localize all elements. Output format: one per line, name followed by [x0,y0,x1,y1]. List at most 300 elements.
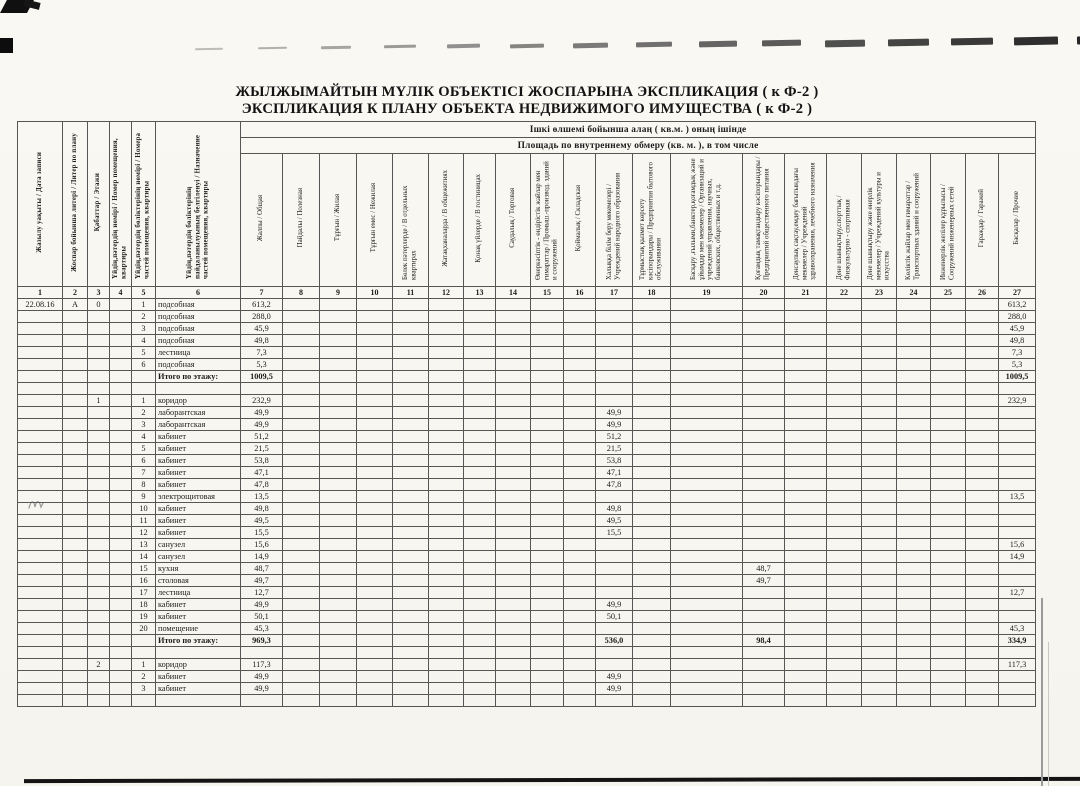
table-cell [283,299,320,311]
table-cell [110,563,132,575]
table-cell [531,551,564,563]
column-header-cell [241,154,283,287]
table-cell [633,371,671,383]
table-cell [88,647,110,659]
table-cell [966,455,999,467]
table-cell [357,683,393,695]
table-cell [564,683,596,695]
table-cell [429,491,464,503]
table-cell: 0 [88,299,110,311]
table-cell [564,527,596,539]
table-cell [966,695,999,707]
table-cell: кабинет [156,443,241,455]
total-row [18,371,1036,383]
table-cell [743,407,785,419]
table-cell [320,395,357,407]
table-cell [743,467,785,479]
column-header-cell [156,122,241,287]
table-cell [283,431,320,443]
table-cell [283,407,320,419]
table-cell [241,695,283,707]
table-cell [63,623,88,635]
table-cell [429,659,464,671]
table-cell [357,491,393,503]
table-cell [743,359,785,371]
table-cell: 45,9 [999,323,1036,335]
table-cell [897,419,931,431]
table-cell [531,575,564,587]
table-cell [633,455,671,467]
document-title [0,84,1054,117]
table-cell [931,359,966,371]
table-cell [966,419,999,431]
table-cell [633,575,671,587]
table-cell: 49,8 [241,335,283,347]
table-cell: 11 [132,515,156,527]
table-cell [393,467,429,479]
table-cell [283,347,320,359]
table-cell [357,671,393,683]
table-cell: 1 [132,659,156,671]
table-cell [999,575,1036,587]
table-cell [429,299,464,311]
table-cell [88,599,110,611]
table-cell [743,371,785,383]
table-cell [110,323,132,335]
table-row [18,407,1036,419]
table-cell [897,299,931,311]
table-cell [966,443,999,455]
table-cell [393,359,429,371]
table-cell [393,551,429,563]
table-cell [897,395,931,407]
table-cell [18,611,63,623]
table-cell [671,563,743,575]
table-cell [110,695,132,707]
table-cell [633,599,671,611]
table-cell [897,695,931,707]
table-cell: 48,7 [743,563,785,575]
table-cell [393,539,429,551]
table-cell [110,647,132,659]
table-cell [429,395,464,407]
table-cell [464,431,496,443]
table-cell [931,467,966,479]
table-cell [496,347,531,359]
table-cell [63,395,88,407]
table-cell [966,359,999,371]
table-cell [496,299,531,311]
scan-artifact-dash [636,42,672,48]
table-row [18,443,1036,455]
table-cell [785,539,827,551]
table-cell [862,467,897,479]
table-cell [63,683,88,695]
table-cell [966,503,999,515]
table-cell [966,491,999,503]
table-cell [429,311,464,323]
table-cell: 10 [132,503,156,515]
table-cell [320,335,357,347]
table-cell [393,575,429,587]
table-row [18,695,1036,707]
table-cell [827,587,862,599]
table-cell [671,359,743,371]
table-cell [931,515,966,527]
table-cell [785,383,827,395]
column-number-cell: 18 [633,287,671,299]
table-cell [671,479,743,491]
table-cell: 232,9 [999,395,1036,407]
table-cell [671,491,743,503]
table-cell [827,407,862,419]
table-cell [564,599,596,611]
table-cell [357,347,393,359]
column-number-cell: 6 [156,287,241,299]
table-cell [531,539,564,551]
table-cell [999,467,1036,479]
table-cell [897,371,931,383]
table-cell [63,335,88,347]
table-cell [827,503,862,515]
column-number-cell: 20 [743,287,785,299]
table-cell [564,479,596,491]
table-cell [743,695,785,707]
table-cell [531,299,564,311]
table-cell [596,323,633,335]
table-cell [897,599,931,611]
table-cell [931,299,966,311]
table-cell [966,623,999,635]
table-cell [464,587,496,599]
table-cell [464,527,496,539]
table-cell [743,491,785,503]
table-cell [785,455,827,467]
column-header-cell [320,154,357,287]
table-cell [393,347,429,359]
table-cell [63,503,88,515]
table-cell [320,659,357,671]
table-cell: 536,0 [596,635,633,647]
table-cell [429,599,464,611]
table-cell [63,455,88,467]
table-cell: 18 [132,599,156,611]
column-number-cell: 1 [18,287,63,299]
table-cell [464,347,496,359]
table-cell [999,527,1036,539]
table-cell: 232,9 [241,395,283,407]
table-cell [496,551,531,563]
table-cell [283,395,320,407]
table-row [18,551,1036,563]
column-header-cell [897,154,931,287]
table-cell [671,467,743,479]
table-cell: кабинет [156,455,241,467]
table-cell [429,623,464,635]
table-cell [671,431,743,443]
table-cell: 49,9 [241,683,283,695]
table-cell [531,407,564,419]
column-number-cell: 13 [464,287,496,299]
column-number-cell: 3 [88,287,110,299]
table-cell [633,431,671,443]
table-cell [110,467,132,479]
table-cell [393,311,429,323]
table-cell: 4 [132,431,156,443]
table-cell: 2 [132,407,156,419]
table-cell [18,503,63,515]
column-number-cell: 21 [785,287,827,299]
table-cell [393,671,429,683]
column-number-cell: 26 [966,287,999,299]
table-cell [283,695,320,707]
table-cell [283,359,320,371]
table-cell [110,443,132,455]
table-cell [931,431,966,443]
table-cell [320,407,357,419]
table-cell [531,563,564,575]
table-cell [464,683,496,695]
table-cell [633,383,671,395]
table-cell [897,563,931,575]
table-cell [429,371,464,383]
table-cell [785,479,827,491]
table-cell: 5 [132,347,156,359]
table-cell [931,383,966,395]
table-row [18,515,1036,527]
table-cell [393,407,429,419]
table-cell [999,419,1036,431]
column-header-cell [931,154,966,287]
table-cell [393,419,429,431]
table-cell [393,683,429,695]
table-cell [564,395,596,407]
table-cell [862,419,897,431]
table-cell [827,551,862,563]
table-cell [633,527,671,539]
table-cell: подсобная [156,335,241,347]
table-cell [596,539,633,551]
table-cell [531,383,564,395]
table-cell: 21,5 [596,443,633,455]
column-header-cell [357,154,393,287]
table-cell [531,611,564,623]
table-cell [18,683,63,695]
table-cell [393,491,429,503]
table-cell: А [63,299,88,311]
table-cell [999,695,1036,707]
column-header-cell [743,154,785,287]
column-header-cell [464,154,496,287]
table-cell [827,659,862,671]
table-cell [931,323,966,335]
table-cell: помещение [156,623,241,635]
table-cell [320,527,357,539]
table-cell [564,551,596,563]
table-cell [671,539,743,551]
table-cell [862,431,897,443]
table-cell [596,587,633,599]
table-cell [931,587,966,599]
table-cell [320,587,357,599]
table-cell [88,683,110,695]
table-cell [88,539,110,551]
table-row [18,311,1036,323]
table-cell [429,419,464,431]
table-cell [320,383,357,395]
table-cell [596,623,633,635]
scan-artifact-dash [951,37,994,45]
table-cell [671,551,743,563]
column-number-cell: 11 [393,287,429,299]
table-cell [110,419,132,431]
table-cell [283,611,320,623]
table-cell: 613,2 [241,299,283,311]
column-number-cell: 22 [827,287,862,299]
table-cell: 15 [132,563,156,575]
table-cell [596,395,633,407]
table-cell [785,503,827,515]
table-cell [429,515,464,527]
table-cell [897,347,931,359]
table-cell [999,443,1036,455]
table-cell [862,443,897,455]
table-cell [110,611,132,623]
table-cell [785,467,827,479]
table-cell [671,347,743,359]
table-cell [63,407,88,419]
table-cell [564,335,596,347]
table-cell [671,503,743,515]
column-header-label: Жалпы / Общая [257,194,265,242]
table-cell [393,335,429,347]
table-cell [633,635,671,647]
table-cell [827,335,862,347]
table-cell [827,311,862,323]
table-cell [966,467,999,479]
table-cell [357,599,393,611]
table-cell [897,527,931,539]
table-cell [18,467,63,479]
table-cell [671,455,743,467]
table-row [18,611,1036,623]
column-header-label: Басқалар / Прочие [1012,191,1020,245]
table-cell: санузел [156,539,241,551]
table-cell [931,539,966,551]
table-cell [110,659,132,671]
table-row [18,587,1036,599]
table-row [18,599,1036,611]
table-cell [999,479,1036,491]
table-cell [743,587,785,599]
table-cell [564,539,596,551]
table-cell [393,479,429,491]
table-cell [63,467,88,479]
table-cell [564,431,596,443]
table-cell [110,371,132,383]
table-cell [596,551,633,563]
table-cell [743,611,785,623]
table-cell [966,515,999,527]
table-cell [671,299,743,311]
table-cell [18,347,63,359]
table-cell [283,491,320,503]
table-cell: 51,2 [596,431,633,443]
total-row [18,635,1036,647]
table-cell [862,347,897,359]
table-cell [357,335,393,347]
table-cell [897,443,931,455]
table-cell [496,671,531,683]
table-cell [429,563,464,575]
table-cell [63,359,88,371]
table-cell [862,587,897,599]
table-cell [88,551,110,563]
table-cell [827,527,862,539]
table-cell [63,551,88,563]
column-number-cell: 8 [283,287,320,299]
table-cell [897,671,931,683]
table-row [18,431,1036,443]
table-cell [320,563,357,575]
table-cell [966,299,999,311]
column-header-label: Үйдің,пәтердің бөліктерінің нөмірі / Номера частей помещения, квартиры [135,132,151,279]
table-cell [862,479,897,491]
table-cell [63,479,88,491]
table-cell: 7 [132,467,156,479]
table-cell [785,323,827,335]
table-cell [827,371,862,383]
table-cell [931,683,966,695]
table-row [18,467,1036,479]
table-cell [999,563,1036,575]
table-cell [596,659,633,671]
table-cell [110,587,132,599]
table-cell [429,335,464,347]
table-cell [496,635,531,647]
table-cell [63,347,88,359]
table-cell [283,479,320,491]
table-cell [63,443,88,455]
table-cell [596,695,633,707]
table-cell [596,359,633,371]
table-cell [897,491,931,503]
table-cell: кабинет [156,599,241,611]
table-cell [785,347,827,359]
table-cell [931,455,966,467]
table-cell [785,587,827,599]
table-cell [531,323,564,335]
table-row [18,491,1036,503]
table-cell [827,419,862,431]
table-cell [633,551,671,563]
table-cell [531,419,564,431]
scan-artifact-dash [573,42,608,47]
table-cell: 9 [132,491,156,503]
table-cell [827,599,862,611]
table-cell [531,347,564,359]
table-row [18,539,1036,551]
table-cell [897,407,931,419]
column-number-cell: 23 [862,287,897,299]
table-cell: 1009,5 [999,371,1036,383]
table-cell [496,359,531,371]
column-header-cell [393,154,429,287]
table-cell [496,443,531,455]
table-cell [785,695,827,707]
table-cell [241,383,283,395]
table-cell [966,527,999,539]
